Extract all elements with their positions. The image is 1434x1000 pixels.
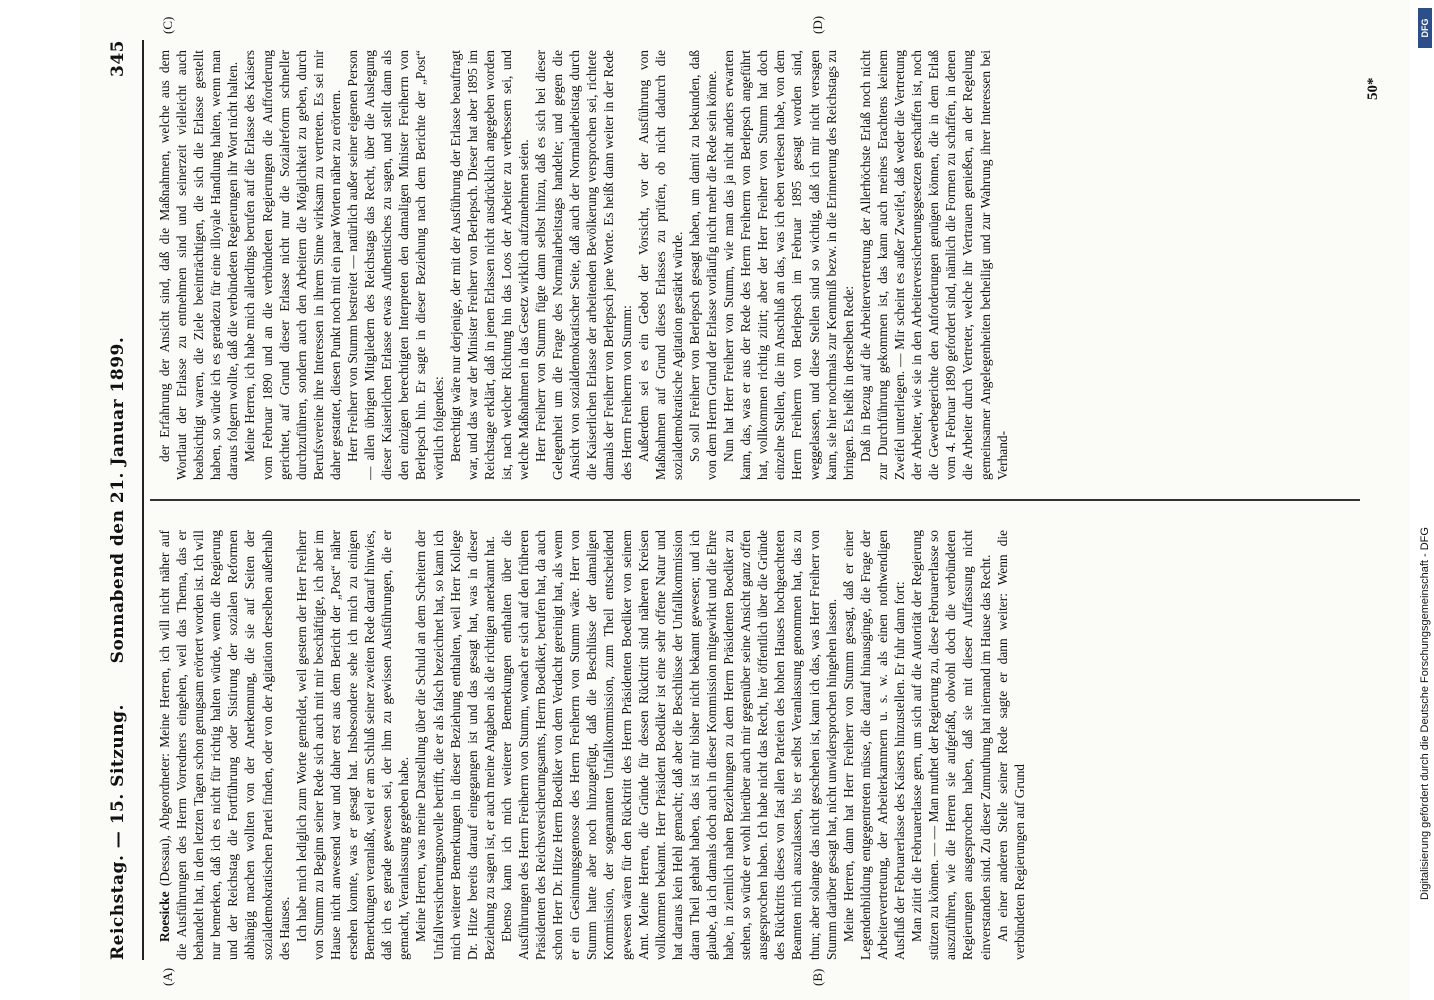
paragraph-text: Ebenso kann ich mich weiterer Bemerkungen enthalten über die Ausführungen des Herrn Freiherrn von Stumm, wonach er sich auf den früheren Präsidenten des Reichsversicherungsamts, Herrn Boediker, berufen hat, da auch schon Herr Dr. Hitze Herrn Boediker von dem Verdacht gereinigt hat, als wenn er ein Gesinnungsgenosse des Herrn Freiherrn von Stumm wäre. Herr von Stumm hatte aber noch hinzugefügt, daß die Beschlüsse der damaligen Kommission, der sogenannten Unfallkommission, zum Theil entscheidend gewesen wären für den Rücktritt des Herrn Präsidenten Boediker von seinem Amt. Meine Herren, die Gründe für dessen Rücktritt sind näheren Kreisen vollkommen bekannt. Herr Präsident Boediker ist eine sehr offene Natur und hat daraus kein Hehl gemacht; daß aber die Beschlüsse der Unfallkommission daran Theil gehabt haben, das ist mir bisher nicht bekannt gewesen; und ich glaube, da ich damals doch auch in dieser Kommission mitgewirkt und die Ehre habe, in ziemlich nahen Beziehungen zu dem Herrn Präsidenten Boediker zu stehen, so würde er wohl hierüber auch mir gegenüber seine Ansicht ganz offen ausgesprochen haben. Ich habe nicht das Recht, hier öffentlich über die Gründe des Rücktritts dieses von fast allen Parteien des hohen Hauses hochgeachteten Beamten mich auszulassen, bis er selbst Veranlassung genommen hat, das zu thun; aber solange das nicht geschehen ist, kann ich das, was Herr Freiherr von Stumm darüber gesagt hat, nicht unwidersprochen hingehen lassen. xyxy=(498,530,839,960)
paragraph-text: Daß in Bezug auf die Arbeitervertretung der Allerhöchste Erlaß noch nicht zur Durchführung gekommen ist, das kann auch meines Erachtens keinem Zweifel unterliegen. — Mir scheint es außer Zweifel, daß weder die Vertretung der Arbeiter, wie sie in den Arbeiterversicherungsgesetzen geschaffen ist, noch die Gewerbegerichte den Anforderungen genügen können, die in dem Erlaß vom 4. Februar 1890 gefordert sind, nämlich die Formen zu schaffen, in denen die Arbeiter durch Vertreter, welche ihr Vertrauen genießen, an der Regelung gemeinsamer Angelegenheiten betheiligt und zur Wahrung ihrer Interessen bei Verhand- xyxy=(857,50,1010,480)
header-session: Reichstag. — 15. Sitzung. xyxy=(108,704,128,960)
marker-d: (D) xyxy=(810,15,825,34)
signature-mark: 50* xyxy=(1365,77,1381,100)
column-divider xyxy=(150,499,1360,501)
header-date: Sonnabend den 21. Januar 1899. xyxy=(108,336,128,664)
marker-b: (B) xyxy=(810,968,825,986)
paragraph xyxy=(241,50,344,480)
paragraph xyxy=(344,50,447,480)
paragraph-text: der Erfahrung der Ansicht sind, daß die Maßnahmen, welche aus dem Wortlaut der Erlasse zu entnehmen sind und seinerzeit vielleicht auch beabsichtigt waren, die Ziele beeinträchtigen, die sich die Erlasse gestellt haben, so würde ich es geradezu für eine illoyale Handlung halten, wenn man daraus folgern wollte, daß die verbündeten Regierungen ihr Wort nicht halten. xyxy=(157,50,241,480)
paragraph xyxy=(532,50,635,480)
paragraph xyxy=(686,50,720,480)
margin-attribution xyxy=(1418,10,1432,970)
paragraph-text: Berechtigt wäre nur derjenige, der mit der Ausführung der Erlasse beauftragt war, und das war der Minister Freiherr von Berlepsch. Dieser hat aber 1895 im Reichstage erklärt, daß in jenen Erlassen nicht ausdrücklich angegeben worden ist, nach welcher Richtung hin das Loos der Arbeiter zu verbessern sei, und welche Maßnahmen in das Gesetz wirklich aufzunehmen seien. xyxy=(447,50,531,480)
paragraph-text: Meine Herren, dann hat Herr Freiherr von Stumm gesagt, daß er einer Legendenbildung entgegentreten müsse, die darauf hinausginge, die Frage der Arbeitervertretung, der Arbeiterkammern u. s. w. als einen nothwendigen Ausfluß der Februarerlasse des Kaisers hinzustellen. Er fuhr dann fort: xyxy=(840,530,908,960)
paragraph xyxy=(840,530,908,960)
rotated-page xyxy=(80,0,1410,1000)
left-column xyxy=(156,530,1366,960)
paragraph xyxy=(156,50,241,480)
paragraph-text: Ich habe mich lediglich zum Worte gemeldet, weil gestern der Herr Freiherr von Stumm zu Beginn seiner Rede sich auch mit mir beschäftigte, ich aber im Hause nicht anwesend war und daher erst aus dem Bericht der „Post“ näher ersehen konnte, was er gesagt hat. Insbesondere sehe ich mich zu einigen Bemerkungen veranlaßt, weil er am Schluß seiner zweiten Rede darauf hinwies, daß ich es gerade gewesen sei, der ihm zu gewissen Ausführungen, die er gemacht, Veranlassung gegeben habe. xyxy=(293,530,412,960)
paragraph xyxy=(498,530,840,960)
paragraph-text: (Dessau), Abgeordneter: Meine Herren, ich will nicht näher auf die Ausführungen des Herrn Vorredners eingehen, weil das Thema, das er behandelt hat, in den letzten Tagen schon genugsam erörtert worden ist. Ich will nur bemerken, daß ich es nicht für richtig halten würde, wenn die Regierung und der Reichstag die Fortführung oder Sistirung der sozialen Reformen abhängig machen wollten von der Anerkennung, die sie auf Seiten der sozialdemokratischen Partei finden, oder von der Agitation derselben außerhalb des Hauses. xyxy=(157,530,292,960)
marker-c: (C) xyxy=(160,16,175,34)
paragraph-text: Außerdem sei es ein Gebot der Vorsicht, vor der Ausführung von Maßnahmen auf Grund dieses Erlasses zu prüfen, ob nicht dadurch die sozialdemokratische Agitation gestärkt würde. xyxy=(635,50,685,480)
attribution-text: Digitalisierung gefördert durch die Deutsche Forschungsgemeinschaft - DFG xyxy=(1419,527,1431,900)
paragraph xyxy=(857,50,1011,480)
paragraph xyxy=(293,530,413,960)
paragraph-text: Herr Freiherr von Stumm fügte dann selbst hinzu, daß es sich bei dieser Gelegenheit um die Frage des Normalarbeitstags handelte; und gegen die Ansicht von sozialdemokratischer Seite, daß auch der Normalarbeitstag durch die Kaiserlichen Erlasse der arbeitenden Bevölkerung versprochen sei, richtete damals der Freiherr von Berlepsch jene Worte. Es heißt dann weiter in der Rede des Herrn Freiherrn von Stumm: xyxy=(533,50,634,480)
paragraph xyxy=(156,530,293,960)
paragraph xyxy=(994,530,1028,960)
paragraph-text: An einer anderen Stelle seiner Rede sagte er dann weiter: Wenn die verbündeten Regierungen auf Grund xyxy=(994,530,1027,960)
paragraph-text: Meine Herren, was meine Darstellung über die Schuld an dem Scheitern der Unfallversicherungsnovelle betrifft, die er als falsch bezeichnet hat, so kann ich mich weiterer Bemerkungen in dieser Beziehung enthalten, weil Herr Kollege Dr. Hitze bereits darauf eingegangen ist und das gesagt hat, was in dieser Beziehung zu sagen ist, er auch meine Angaben als die richtigen anerkannt hat. xyxy=(413,530,497,960)
paragraph-text: Nun hat Herr Freiherr von Stumm, wie man das ja nicht anders erwarten kann, das, was er aus der Rede des Herrn Freiherrn von Berlepsch angeführt hat, vollkommen richtig zitirt; aber der Herr Freiherr von Stumm hat doch einzelne Stellen, die im Anschluß an das, was ich eben verlesen habe, von dem Herrn Freiherrn von Berlepsch im Februar 1895 gesagt worden sind, weggelassen, und diese Stellen sind so wichtig, daß ich mir nicht versagen kann, sie hier nochmals zur Kenntniß bezw. in die Erinnerung des Reichstags zu bringen. Es heißt in derselben Rede: xyxy=(721,50,856,480)
paragraph-text: Meine Herren, ich habe mich allerdings berufen auf die Erlasse des Kaisers vom Februar 1890 und an die verbündeten Regierungen die Aufforderung gerichtet, auf Grund dieser Erlasse nicht nur die Sozialreform schneller durchzuführen, sondern auch den Arbeitern die Möglichkeit zu geben, durch Berufsvereine ihre Interessen in ihrem Sinne wirksam zu vertreten. Es sei mir daher gestattet, diesen Punkt noch mit ein paar Worten näher zu erörtern. xyxy=(242,50,343,480)
paragraph-text: Herr Freiherr von Stumm bestreitet — natürlich außer seiner eigenen Person — allen übrigen Mitgliedern des Reichstags das Recht, über die Auslegung dieser Kaiserlichen Erlasse etwas Authentisches zu sagen, und stellt dann als den einzigen berechtigten Interpreten den damaligen Minister Freiherrn von Berlepsch hin. Er sagte in dieser Beziehung nach dem Berichte der „Post“ wörtlich folgendes: xyxy=(345,50,446,480)
paragraph-text: So soll Freiherr von Berlepsch gesagt haben, um damit zu bekunden, daß von dem Herrn Grund der Erlasse vorläufig nicht mehr die Rede sein könne. xyxy=(686,50,719,480)
page-header xyxy=(108,40,142,960)
paragraph xyxy=(908,530,993,960)
header-rule xyxy=(142,40,144,960)
paragraph-text: Man zitirt die Februarerlasse gern, um sich auf die Autorität der Regierung stützen zu können. — — Man muthet der Regierung zu, diese Februarerlasse so auszuführen, wie die Herren sie aufgefaßt, obwohl doch die verbündeten Regierungen ausgesprochen haben, daß sie mit dieser Auffassung nicht einverstanden sind. Zu dieser Zumuthung hat niemand im Hause das Recht. xyxy=(909,530,993,960)
marker-a: (A) xyxy=(160,967,175,986)
dfg-logo-text: DFG xyxy=(1420,18,1430,38)
speaker-name: Roesicke xyxy=(157,891,172,942)
paragraph xyxy=(720,50,857,480)
page-number: 345 xyxy=(108,40,128,77)
right-column xyxy=(156,50,1366,480)
paragraph xyxy=(412,530,497,960)
dfg-logo xyxy=(1418,8,1432,48)
paragraph xyxy=(635,50,686,480)
paragraph xyxy=(447,50,532,480)
